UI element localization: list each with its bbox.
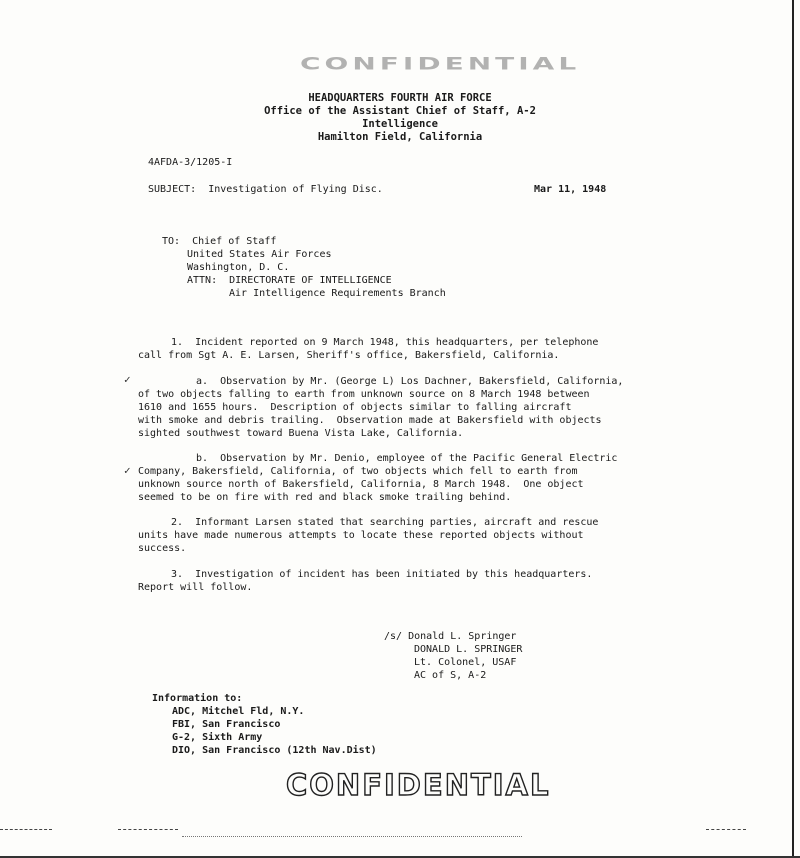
paragraph-3-line-1: 3. Investigation of incident has been initiated by this headquarters.	[171, 569, 593, 580]
classification-stamp-top: CONFIDENTIAL	[300, 54, 581, 74]
scan-artifact-specks	[182, 836, 522, 837]
letterhead-line-4: Hamilton Field, California	[317, 131, 483, 143]
paragraph-1a-line-3: 1610 and 1655 hours. Description of objects similar to falling aircraft	[138, 402, 572, 413]
margin-check-mark-2: ✓	[124, 464, 131, 477]
paragraph-1b-line-3: unknown source north of Bakersfield, California, 8 March 1948. One object	[138, 479, 584, 490]
paragraph-2-line-2: units have made numerous attempts to locate these reported objects without	[138, 530, 584, 541]
scan-artifact-dashes-mid	[118, 829, 178, 830]
distribution-item: DIO, San Francisco (12th Nav.Dist)	[172, 745, 377, 756]
classification-stamp-bottom: CONFIDENTIAL	[286, 768, 551, 802]
paragraph-1b-line-4: seemed to be on fire with red and black smoke trailing behind.	[138, 492, 512, 503]
distribution-item: FBI, San Francisco	[172, 719, 281, 730]
letterhead-line-3: Intelligence	[362, 118, 438, 130]
signature-rank: Lt. Colonel, USAF	[414, 657, 517, 668]
distribution-item: ADC, Mitchel Fld, N.Y.	[172, 706, 305, 717]
paragraph-1b-line-1: b. Observation by Mr. Denio, employee of the Pacific General Electric	[196, 453, 618, 464]
paragraph-1a-line-2: of two objects falling to earth from unknown source on 8 March 1948 between	[138, 389, 590, 400]
to-line-5: Air Intelligence Requirements Branch	[229, 288, 446, 299]
distribution-item: G-2, Sixth Army	[172, 732, 263, 743]
paragraph-1a-line-4: with smoke and debris trailing. Observation made at Bakersfield with objects	[138, 415, 602, 426]
letterhead-line-1: HEADQUARTERS FOURTH AIR FORCE	[308, 92, 492, 104]
paragraph-1-line-2: call from Sgt A. E. Larsen, Sheriff's office, Bakersfield, California.	[138, 350, 560, 361]
paragraph-2-line-1: 2. Informant Larsen stated that searching parties, aircraft and rescue	[171, 517, 599, 528]
letterhead	[250, 92, 550, 144]
margin-check-mark: ✓	[124, 373, 131, 386]
to-line-4: ATTN: DIRECTORATE OF INTELLIGENCE	[187, 275, 392, 286]
to-line-3: Washington, D. C.	[187, 262, 290, 273]
letterhead-line-2: Office of the Assistant Chief of Staff, A-2	[264, 105, 536, 117]
scan-edge-right	[792, 0, 794, 858]
scan-artifact-dashes-left	[0, 829, 52, 830]
paragraph-1a-line-5: sighted southwest toward Buena Vista Lake, California.	[138, 428, 464, 439]
distribution-heading: Information to:	[152, 693, 243, 704]
signature-title: AC of S, A-2	[414, 670, 487, 681]
paragraph-2-line-3: success.	[138, 543, 187, 554]
paragraph-1-line-1: 1. Incident reported on 9 March 1948, this headquarters, per telephone	[171, 337, 599, 348]
paragraph-1b-line-2: Company, Bakersfield, California, of two objects which fell to earth from	[138, 466, 578, 477]
letter-date: Mar 11, 1948	[534, 184, 607, 195]
file-reference: 4AFDA-3/1205-I	[148, 157, 233, 168]
paragraph-1a-line-1: a. Observation by Mr. (George L) Los Dachner, Bakersfield, California,	[196, 376, 624, 387]
paragraph-3-line-2: Report will follow.	[138, 582, 253, 593]
signature-signed: /s/ Donald L. Springer	[384, 631, 517, 642]
scan-artifact-dashes-right	[706, 829, 746, 830]
signature-name: DONALD L. SPRINGER	[414, 644, 523, 655]
to-line-2: United States Air Forces	[187, 249, 332, 260]
subject-line: SUBJECT: Investigation of Flying Disc.	[148, 184, 383, 195]
to-line-1: TO: Chief of Staff	[162, 236, 277, 247]
